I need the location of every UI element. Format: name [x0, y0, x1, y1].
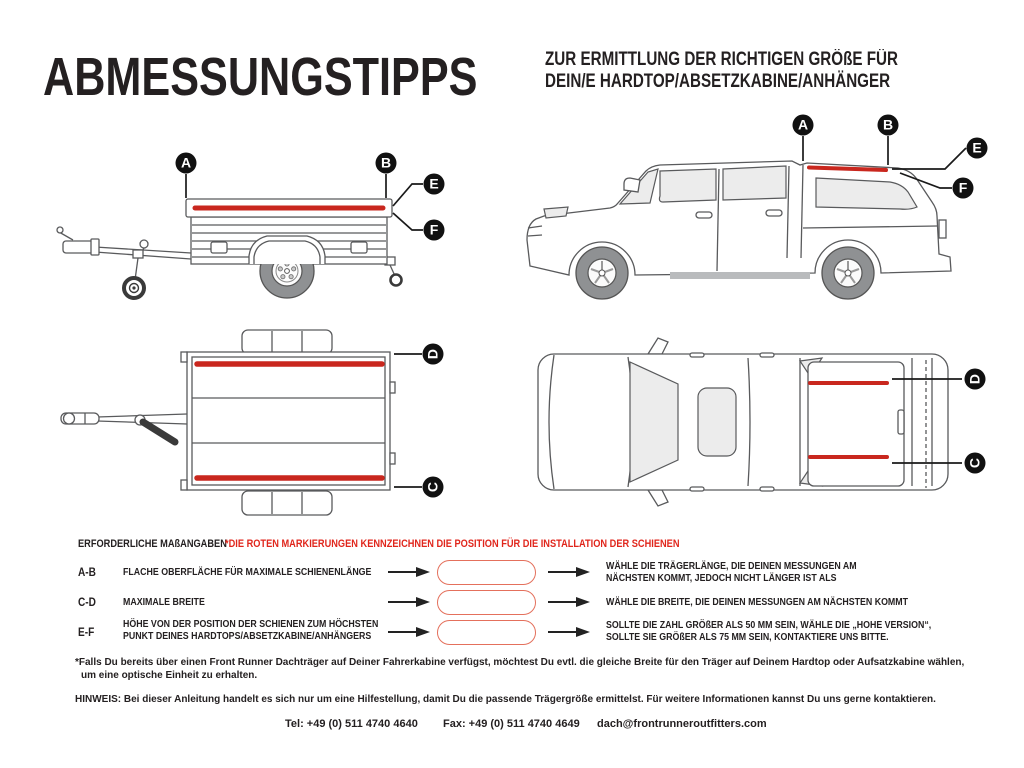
svg-text:A: A [180, 154, 192, 171]
phone-number: Tel: +49 (0) 511 4740 4640 [285, 718, 418, 730]
svg-text:F: F [429, 221, 439, 238]
svg-text:B: B [380, 154, 392, 171]
badge-f [424, 220, 445, 241]
trailer-side-view-diagram [45, 140, 465, 325]
badge-b [376, 153, 397, 174]
svg-text:E: E [972, 139, 982, 156]
badge-c [423, 477, 444, 498]
truck-side-view-diagram [520, 108, 1010, 313]
truck-rear-wheel [822, 247, 874, 299]
svg-text:D: D [966, 373, 983, 385]
fax-number: Fax: +49 (0) 511 4740 4649 [443, 718, 580, 730]
truck-top-view-diagram [530, 328, 1010, 523]
svg-text:F: F [958, 179, 968, 196]
hinweis-note: HINWEIS: Bei dieser Anleitung handelt es sich nur um eine Hilfestellung, damit Du die passende Trägergröße ermittelst. Für weitere Informationen kannst Du uns gerne kontaktieren. [75, 694, 936, 705]
row-result: WÄHLE DIE TRÄGERLÄNGE, DIE DEINEN MESSUNGEN AM NÄCHSTEN KOMMT, JEDOCH NICHT LÄNGER IST ALS [606, 560, 857, 584]
badge-e [967, 138, 988, 159]
subtitle-line-2: DEIN/E HARDTOP/ABSETZKABINE/ANHÄNGER [545, 71, 891, 92]
arrow-right-icon [388, 596, 430, 608]
arrow-right-icon [548, 626, 590, 638]
row-result: WÄHLE DIE BREITE, DIE DEINEN MESSUNGEN AM NÄCHSTEN KOMMT [606, 596, 909, 608]
trailer-top-view-diagram [45, 325, 465, 525]
arrow-right-icon [388, 566, 430, 578]
email-link[interactable]: dach@frontrunneroutfitters.com [597, 718, 767, 730]
footnote: *Falls Du bereits über einen Front Runner Dachträger auf Deiner Fahrerkabine verfügst, möchtest Du evtl. die gleiche Breite für den Träger auf Deinem Hardtop oder Aufsatzkabine wählen, um eine optische Einheit zu erhalten. [75, 657, 965, 681]
svg-text:C: C [966, 457, 983, 469]
handbrake-lever [143, 422, 175, 442]
rocker-step [670, 272, 810, 279]
row-key: C-D [78, 595, 96, 609]
badge-e [424, 174, 445, 195]
row-key: A-B [78, 565, 96, 579]
svg-text:D: D [424, 348, 441, 360]
measurement-value-field-ab[interactable] [437, 560, 536, 585]
svg-text:E: E [429, 175, 439, 192]
arrow-right-icon [548, 566, 590, 578]
page-subtitle [545, 49, 898, 93]
badge-d [423, 344, 444, 365]
badge-c [965, 453, 986, 474]
arrow-right-icon [388, 626, 430, 638]
hardtop-marking-red [809, 168, 886, 171]
svg-text:B: B [882, 116, 894, 133]
svg-text:A: A [797, 116, 809, 133]
measurement-value-field-ef[interactable] [437, 620, 536, 645]
badge-a [176, 153, 197, 174]
truck-front-wheel [576, 247, 628, 299]
badge-b [878, 115, 899, 136]
svg-text:C: C [424, 481, 441, 493]
subtitle-line-1: ZUR ERMITTLUNG DER RICHTIGEN GRÖßE FÜR [545, 49, 898, 70]
row-result: SOLLTE DIE ZAHL GRÖßER ALS 50 MM SEIN, WÄHLE DIE „HOHE VERSION“, SOLLTE SIE GRÖßER ALS 75 MM SEIN, KONTAKTIERE UNS BITTE. [606, 619, 932, 643]
badge-f [953, 178, 974, 199]
badge-a [793, 115, 814, 136]
measurement-value-field-cd[interactable] [437, 590, 536, 615]
red-markings-note: *DIE ROTEN MARKIERUNGEN KENNZEICHNEN DIE POSITION FÜR DIE INSTALLATION DER SCHIENEN [225, 538, 680, 550]
measurements-heading: ERFORDERLICHE MAßANGABEN [78, 538, 227, 550]
row-key: E-F [78, 625, 95, 639]
row-label: MAXIMALE BREITE [123, 596, 205, 608]
arrow-right-icon [548, 596, 590, 608]
page-title: ABMESSUNGSTIPPS [43, 47, 478, 107]
badge-d [965, 369, 986, 390]
row-label: FLACHE OBERFLÄCHE FÜR MAXIMALE SCHIENENLÄNGE [123, 566, 372, 578]
row-label: HÖHE VON DER POSITION DER SCHIENEN ZUM HÖCHSTEN PUNKT DEINES HARDTOPS/ABSETZKABINE/ANHÄNGERS [123, 618, 379, 642]
